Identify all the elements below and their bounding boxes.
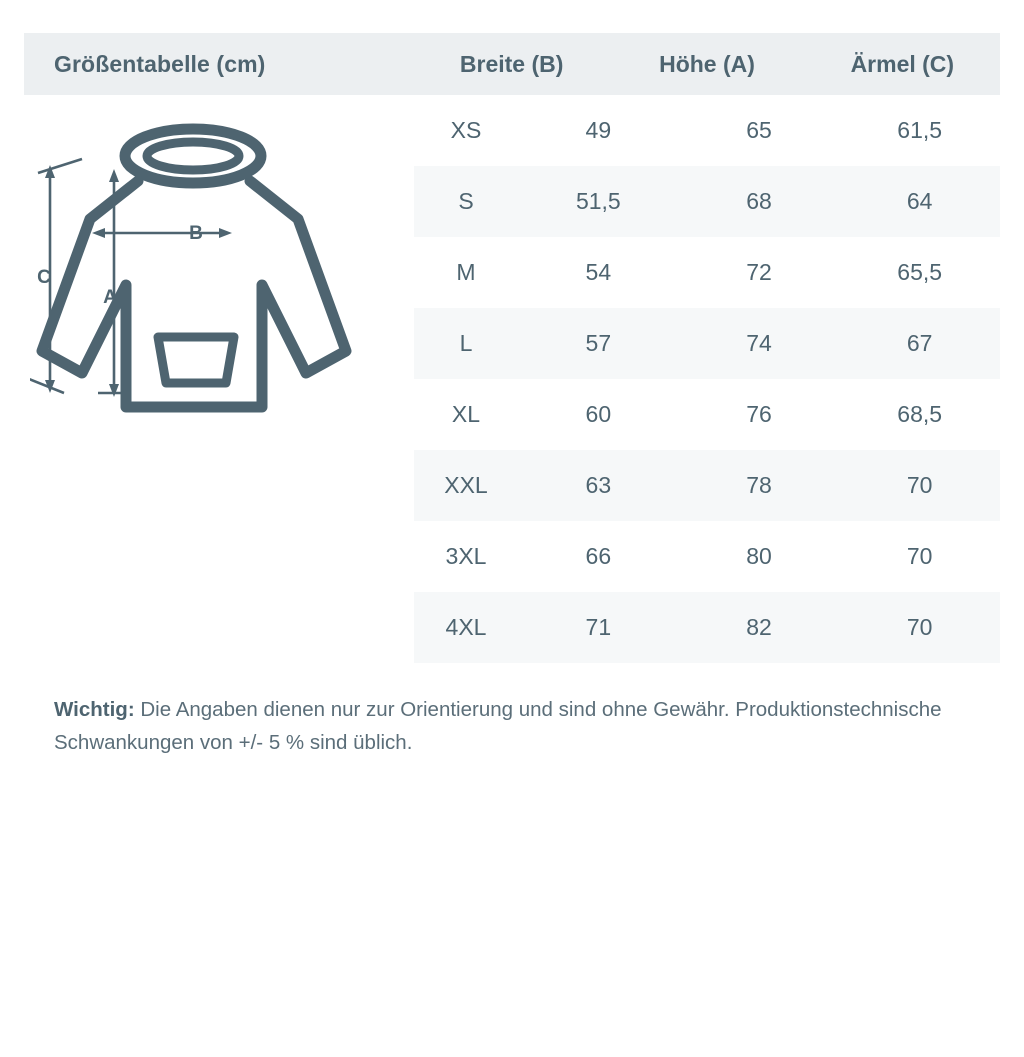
chart-content	[24, 95, 1000, 671]
cell-size: L	[459, 330, 473, 356]
hoodie-icon	[30, 115, 414, 445]
cell-hoehe: 78	[746, 472, 772, 498]
cell-hoehe: 74	[746, 330, 772, 356]
cell-aermel: 70	[906, 543, 933, 569]
cell-breite: 51,5	[575, 188, 621, 214]
cell-aermel: 68,5	[897, 401, 943, 427]
cell-hoehe: 76	[746, 401, 772, 427]
table-row	[414, 379, 1000, 450]
label-b: B	[189, 223, 203, 244]
size-table	[414, 95, 1000, 663]
label-a: A	[103, 287, 117, 308]
cell-breite: 63	[585, 472, 612, 498]
cell-aermel: 64	[906, 188, 933, 214]
cell-aermel: 61,5	[897, 117, 943, 143]
cell-breite: 54	[585, 259, 612, 285]
label-c: C	[37, 267, 51, 288]
table-row	[414, 450, 1000, 521]
cell-aermel: 67	[906, 330, 933, 356]
cell-size: 3XL	[445, 543, 487, 569]
table-row	[414, 521, 1000, 592]
table-row	[414, 166, 1000, 237]
disclaimer-text: Die Angaben dienen nur zur Orientierung und sind ohne Gewähr. Produktionstechnische Schwankungen von +/- 5 % sind üblich.	[54, 698, 942, 754]
size-chart-sheet	[0, 33, 1024, 1057]
cell-breite: 49	[585, 117, 612, 143]
disclaimer-lead: Wichtig:	[54, 698, 135, 721]
table-row	[414, 237, 1000, 308]
cell-size: XS	[450, 117, 482, 143]
hoodie-diagram	[24, 95, 414, 671]
cell-size: M	[456, 259, 476, 285]
cell-hoehe: 80	[746, 543, 772, 569]
cell-hoehe: 68	[746, 188, 772, 214]
cell-size: XL	[451, 401, 481, 427]
column-header-breite: Breite (B)	[459, 50, 564, 77]
cell-hoehe: 72	[746, 259, 772, 285]
cell-aermel: 65,5	[897, 259, 943, 285]
page-title: Größentabelle (cm)	[54, 50, 266, 77]
cell-aermel: 70	[906, 614, 933, 640]
cell-breite: 66	[585, 543, 612, 569]
cell-aermel: 70	[906, 472, 933, 498]
column-header-hoehe: Höhe (A)	[659, 50, 755, 77]
column-header-aermel: Ärmel (C)	[850, 50, 955, 77]
cell-size: XXL	[444, 472, 488, 498]
cell-size: 4XL	[445, 614, 487, 640]
cell-breite: 71	[585, 614, 612, 640]
table-row	[414, 95, 1000, 166]
table-row	[414, 308, 1000, 379]
disclaimer-note	[24, 693, 1000, 759]
cell-breite: 57	[585, 330, 612, 356]
cell-hoehe: 65	[746, 117, 772, 143]
cell-breite: 60	[585, 401, 612, 427]
cell-hoehe: 82	[746, 614, 772, 640]
table-row	[414, 592, 1000, 663]
cell-size: S	[458, 188, 474, 214]
table-header-row	[24, 33, 1000, 95]
